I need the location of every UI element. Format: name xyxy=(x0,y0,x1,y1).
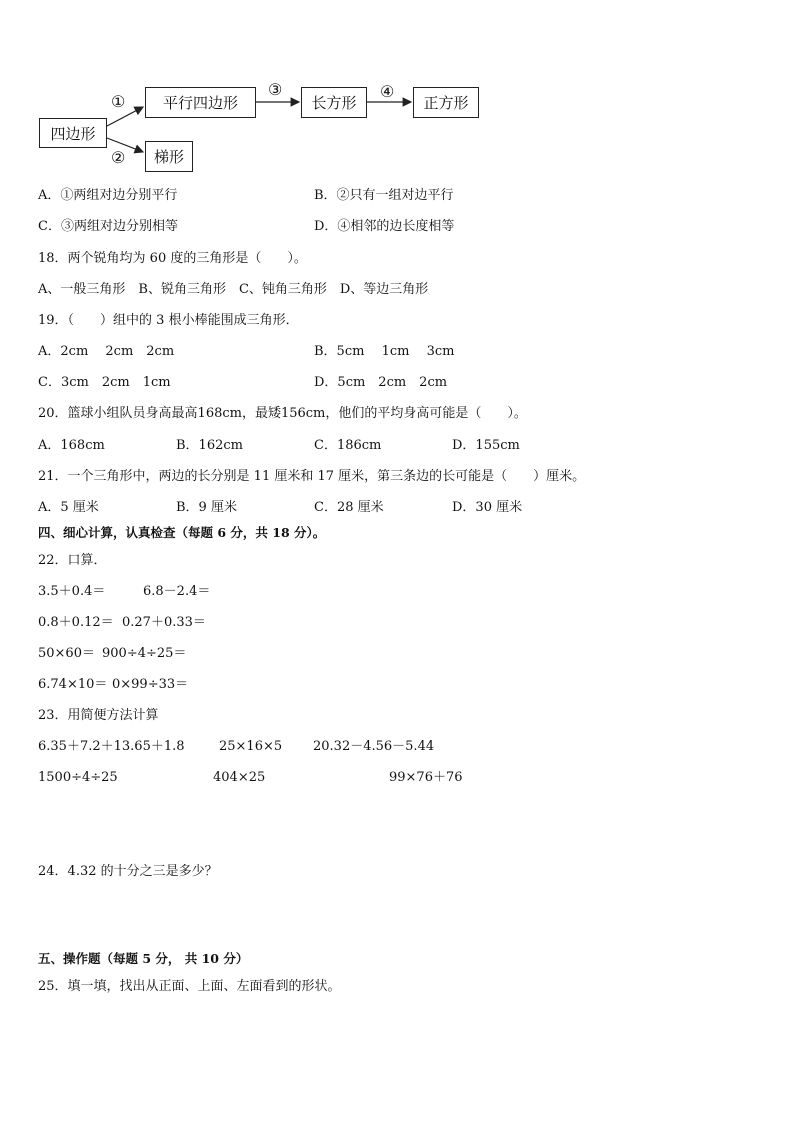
q21-option-b: B．9 厘米 xyxy=(176,500,237,515)
arrow-label-2: ② xyxy=(111,148,126,167)
q22-r4-c2: 0×99÷33＝ xyxy=(112,677,189,692)
q23-r2-c2: 404×25 xyxy=(213,770,266,785)
q21-stem: 21．一个三角形中，两边的长分别是 11 厘米和 17 厘米，第三条边的长可能是（ ）厘米。 xyxy=(38,469,586,484)
arrow-label-3: ③ xyxy=(268,80,283,99)
q25-stem: 25．填一填，找出从正面、上面、左面看到的形状。 xyxy=(38,979,341,994)
q20-option-b: B．162cm xyxy=(176,438,243,453)
q20-option-c: C．186cm xyxy=(314,438,382,453)
q23-r1-c1: 6.35＋7.2＋13.65＋1.8 xyxy=(38,739,185,754)
q19-option-d: D．5cm 2cm 2cm xyxy=(314,375,448,390)
q17-option-b: B．②只有一组对边平行 xyxy=(314,188,454,203)
q18-options: A、一般三角形 B、锐角三角形 C、钝角三角形 D、等边三角形 xyxy=(38,282,429,297)
node-quadrilateral: 四边形 xyxy=(39,118,107,148)
section4-title: 四、细心计算，认真检查（每题 6 分，共 18 分）。 xyxy=(38,525,326,540)
node-rectangle: 长方形 xyxy=(301,87,367,118)
q23-r1-c2: 25×16×5 xyxy=(219,739,283,754)
q17-option-a: A．①两组对边分别平行 xyxy=(38,188,178,203)
arrow-label-1: ① xyxy=(111,92,126,111)
q22-r2-c1: 0.8＋0.12＝ xyxy=(38,615,114,630)
q20-option-d: D．155cm xyxy=(452,438,520,453)
q22-stem: 22．口算． xyxy=(38,553,107,568)
q21-option-c: C．28 厘米 xyxy=(314,500,384,515)
q20-stem: 20．篮球小组队员身高最高168cm，最矮156cm，他们的平均身高可能是（ ）。 xyxy=(38,406,527,421)
q23-stem: 23．用简便方法计算 xyxy=(38,708,159,723)
q22-r3-c1: 50×60＝ xyxy=(38,646,95,661)
q17-option-d: D．④相邻的边长度相等 xyxy=(314,219,455,234)
node-square: 正方形 xyxy=(413,87,479,118)
q23-r1-c3: 20.32－4.56－5.44 xyxy=(313,739,435,754)
q19-option-a: A．2cm 2cm 2cm xyxy=(38,344,175,359)
q19-option-c: C．3cm 2cm 1cm xyxy=(38,375,171,390)
q22-r1-c1: 3.5＋0.4＝ xyxy=(38,584,106,599)
q21-option-a: A．5 厘米 xyxy=(38,500,99,515)
arrow-label-4: ④ xyxy=(380,82,395,101)
q24-stem: 24．4.32 的十分之三是多少？ xyxy=(38,864,218,879)
q19-option-b: B．5cm 1cm 3cm xyxy=(314,344,455,359)
node-trapezoid: 梯形 xyxy=(145,141,193,172)
q22-r4-c1: 6.74×10＝ xyxy=(38,677,108,692)
q23-r2-c3: 99×76＋76 xyxy=(389,770,463,785)
q22-r1-c2: 6.8－2.4＝ xyxy=(143,584,211,599)
q18-stem: 18．两个锐角均为 60 度的三角形是（ ）。 xyxy=(38,251,307,266)
q20-option-a: A．168cm xyxy=(38,438,105,453)
q19-stem: 19．（ ）组中的 3 根小棒能围成三角形． xyxy=(38,313,299,328)
q17-option-c: C．③两组对边分别相等 xyxy=(38,219,178,234)
q21-option-d: D．30 厘米 xyxy=(452,500,523,515)
q22-r3-c2: 900÷4÷25＝ xyxy=(102,646,187,661)
q23-r2-c1: 1500÷4÷25 xyxy=(38,770,118,785)
q22-r2-c2: 0.27＋0.33＝ xyxy=(122,615,206,630)
node-parallelogram: 平行四边形 xyxy=(145,87,256,118)
section5-title: 五、操作题（每题 5 分， 共 10 分） xyxy=(38,951,249,966)
